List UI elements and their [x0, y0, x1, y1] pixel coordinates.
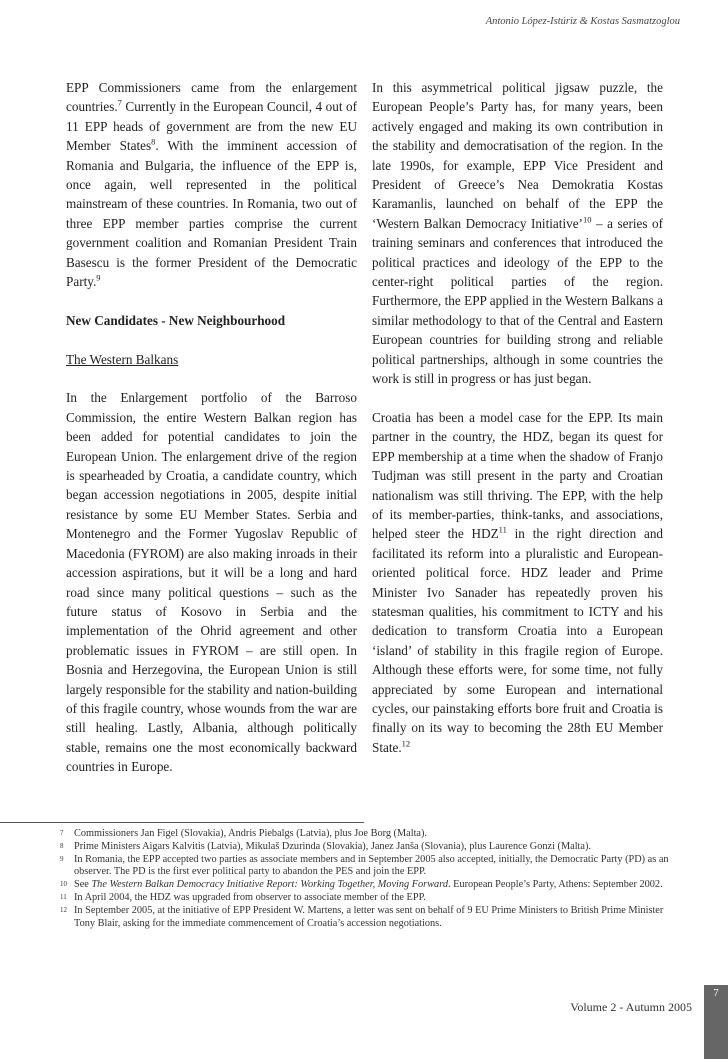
footnote: 11 In April 2004, the HDZ was upgraded from observer to associate member of the EPP. — [60, 891, 426, 903]
paragraph: In this asymmetrical political jigsaw puzzle, the European People’s Party has, for many years, been actively engaged and making its own contribution in the stability and democratisation of the region. In the late 1990s, for example, EPP Vice President and President of Greece’s Nea Demokratia Kostas Karamanlis, launched on behalf of the EPP the ‘Western Balkan Democracy Initiative’$^{10}$ – a series of training seminars and conferences that introduced the political practices and ideology of the EPP to the center-right political parties of the region. Furthermore, the EPP applied in the Western Balkans a similar methodology to that of the Central and Eastern European countries for building strong and reliable political partnerships, although in some countries the work is still in progress or has just began. — [372, 80, 663, 387]
footnote: 9 In Romania, the EPP accepted two parties as associate members and in September 2005 also accepted, initially, the Democratic Party (PD) as an observer. The PD is the first ever political party to abandon the PES and join the EPP. — [60, 853, 669, 878]
page-number: 7 — [704, 985, 728, 1059]
footnote-ref[interactable]: 8 — [151, 136, 156, 147]
footnote: 12 In September 2005, at the initiative of EPP President W. Martens, a letter was sent on behalf of 9 EU Prime Ministers to British Prime Minister Tony Blair, asking for the immediate commencement of Croatia’s accession negotiations. — [60, 904, 664, 929]
footnote-ref[interactable]: 10 — [582, 214, 592, 225]
footnote: 7 Commissioners Jan Figel (Slovakia), Andris Piebalgs (Latvia), plus Joe Borg (Malta). — [60, 828, 428, 839]
paragraph: Croatia has been a model case for the EPP. Its main partner in the country, the HDZ, began its quest for EPP membership at a time when the shadow of Franjo Tudjman was still present in the party and Croatian nationalism was still thriving. The EPP, with the help of its member-parties, think-tanks, and associations, helped steer the HDZ$^{11}$ in the right direction and facilitated its reform into a pluralistic and European-oriented political force. HDZ leader and Prime Minister Ivo Sanader has repeatedly proven his statesman qualities, his commitment to ICTY and his dedication to transform Croatia into a European ‘island’ of stability in this fragile region of Europe. Although these efforts were, for some time, not fully appreciated by some European and international cycles, our painstaking efforts bore fruit and Croatia is finally on its way to becoming the 28th EU Member State.$^{12}$ — [372, 409, 664, 755]
footnote: 10 See The Western Balkan Democracy Initiative Report: Working Together, Moving Forward. European People’s Party, Athens: September 2002. — [60, 879, 663, 891]
footnote-ref[interactable]: 7 — [117, 98, 122, 109]
footnote-ref[interactable]: 9 — [96, 272, 101, 283]
running-header: Antonio López-Istúriz & Kostas Sasmatzoglou — [485, 16, 680, 27]
footnote: 8 Prime Ministers Aigars Kalvitis (Latvia), Mikulaš Dzurinda (Slovakia), Janez Janša (Slovania), plus Laurence Gonzi (Malta). — [60, 840, 591, 852]
footnotes — [60, 828, 670, 930]
left-column — [66, 78, 357, 777]
cited-title: The Western Balkan Democracy Initiative Report: Working Together, Moving Forward — [91, 879, 448, 891]
paragraph: In the Enlargement portfolio of the Barroso Commission, the entire Western Balkan region has been added for potential candidates to join the European Union. The enlargement drive of the region is spearheaded by Croatia, a candidate country, which began accession negotiations in 2005, despite initial resistance by some EU Member States. Serbia and Montenegro and the Former Yugoslav Republic of Macedonia (FYROM) are also making inroads in their accession aspirations, but it will be a long and hard road since many political questions – such as the future status of Kosovo in Serbia and the implementation of the Ohrid agreement and other problematic issues in FYROM – are still open. In Bosnia and Herzegovina, the European Union is still largely responsible for the stability and nation-building of this fragile country, whose wounds from the war are still healing. Lastly, Albania, although politically stable, remains one the most economically backward countries in Europe. — [66, 390, 357, 775]
footnote-ref[interactable]: 12 — [401, 738, 411, 749]
volume-footer: Volume 2 - Autumn 2005 — [570, 1000, 692, 1014]
footnote-divider — [0, 822, 364, 823]
right-column — [372, 78, 663, 757]
section-heading: New Candidates - New Neighbourhood — [66, 312, 286, 328]
footnote-ref[interactable]: 11 — [498, 524, 507, 535]
paragraph: EPP Commissioners came from the enlargement countries.$^7$ Currently in the European Council, 4 out of 11 EPP heads of government are from the new EU Member States$^8$. With the imminent accession of Romania and Bulgaria, the influence of the EPP is, once again, well represented in the political mainstream of these countries. In Romania, two out of three EPP member parties comprise the current government coalition and Romanian President Train Basescu is the former President of the Democratic Party.$^9$ — [66, 80, 357, 290]
subsection-heading: The Western Balkans — [66, 351, 179, 367]
